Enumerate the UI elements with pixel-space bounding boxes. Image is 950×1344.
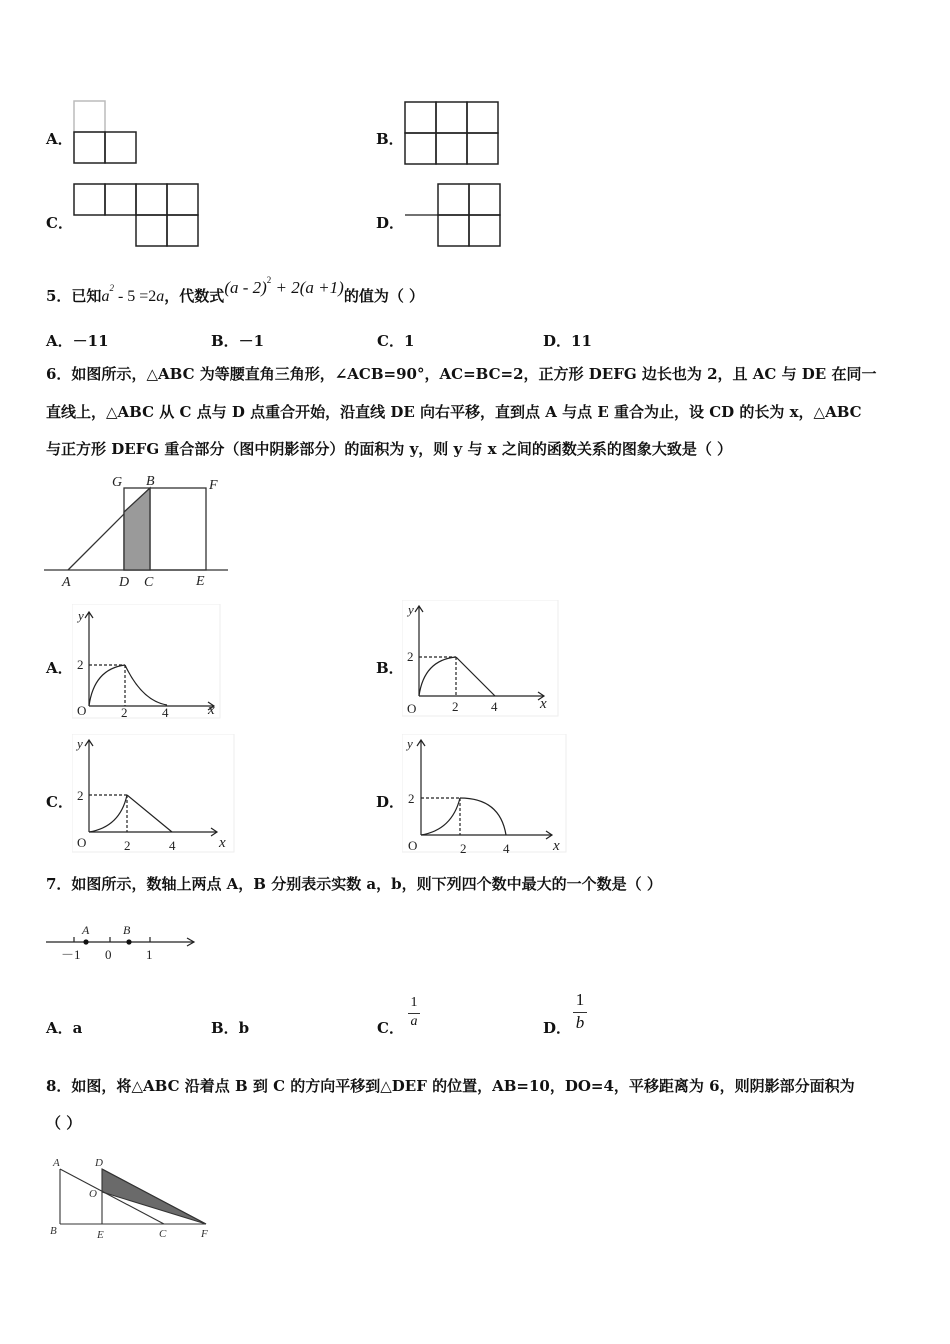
q6-option-c-graph [72, 734, 236, 854]
q6-option-a-label: A． [46, 659, 73, 677]
graph-b-x4: 4 [491, 699, 498, 714]
q7-option-a[interactable]: A．a [46, 1019, 83, 1037]
graph-c-o: O [77, 835, 87, 850]
graph-b-o: O [407, 701, 417, 716]
graph-c-2: 2 [77, 788, 84, 803]
q5-expr1: (a - 2) [224, 278, 267, 297]
q5-expr-exp: 2 [266, 275, 272, 285]
q5-prefix: 5．已知 [46, 287, 102, 305]
q7-c-num: 1 [410, 995, 418, 1010]
graph-b-y: y [408, 602, 414, 617]
graph-a-x: x [208, 702, 215, 718]
q8-line-1: 8．如图，将△ABC 沿着点 B 到 C 的方向平移到△DEF 的位置，AB=10，DO=4，平移距离为 6，则阴影部分面积为 [46, 1077, 855, 1095]
q6-fig-e: E [196, 574, 205, 589]
q7-label-a: A [82, 923, 90, 937]
q6-fig-b: B [146, 474, 155, 489]
q6-fig-d: D [119, 575, 130, 590]
graph-c-x: x [219, 835, 226, 851]
graph-a-x4: 4 [162, 705, 169, 720]
q5-suffix: 的值为（ ） [343, 287, 425, 305]
q7-option-c-fraction [404, 995, 424, 1030]
q5-stem [46, 275, 425, 307]
graph-d-x2: 2 [460, 841, 467, 854]
q6-line-3: 与正方形 DEFG 重合部分（图中阴影部分）的面积为 y，则 y 与 x 之间的函数关系的图象大致是（ ） [46, 440, 733, 458]
q8-figure [44, 1152, 220, 1244]
q6-line-1: 6．如图所示，△ABC 为等腰直角三角形，∠ACB=90°，AC=BC=2，正方形 DEFG 边长也为 2，且 AC 与 DE 在同一 [46, 365, 877, 383]
q5-mid: ，代数式 [164, 287, 225, 305]
graph-d-2: 2 [408, 791, 415, 806]
q4-option-d-label: D． [376, 214, 405, 232]
graph-d-x: x [553, 838, 560, 854]
q6-fig-c: C [144, 575, 154, 590]
q7-label-zero: 0 [105, 947, 112, 962]
graph-a-x2: 2 [121, 705, 128, 720]
graph-b-x2: 2 [452, 699, 459, 714]
graph-a-o: O [77, 703, 87, 718]
q7-d-num: 1 [575, 990, 585, 1009]
q5-option-a[interactable]: A．－11 [46, 332, 109, 350]
q5-cond-rest: - 5 =2 [113, 288, 157, 305]
q6-line-2: 直线上，△ABC 从 C 点与 D 点重合开始，沿直线 DE 向右平移，直到点 A 与点 E 重合为止，设 CD 的长为 x，△ABC [46, 403, 862, 421]
q7-point-b [126, 939, 131, 944]
q5-cond-a2: a [156, 288, 165, 305]
q4-option-a-net [72, 99, 138, 165]
q6-figure [44, 472, 230, 590]
q7-label-one: 1 [146, 947, 153, 962]
q4-option-b-label: B． [376, 130, 404, 148]
graph-b-x: x [540, 696, 547, 712]
q7-d-den: b [575, 1013, 585, 1032]
q8-line-2: （ ） [46, 1114, 82, 1132]
q8-fig-b: B [50, 1225, 57, 1237]
q5-cond-a: a [101, 288, 110, 305]
q7-point-a [83, 939, 88, 944]
q6-fig-f: F [209, 478, 218, 493]
graph-d-x4: 4 [503, 841, 510, 854]
q5-expr2: + 2(a +1) [271, 278, 344, 297]
q8-fig-d: D [95, 1157, 103, 1169]
graph-c-x4: 4 [169, 838, 176, 853]
q6-shaded-region [124, 488, 150, 570]
q8-fig-e: E [97, 1229, 104, 1241]
q6-fig-g: G [112, 475, 123, 490]
q7-label-neg1: －1 [61, 947, 81, 962]
q5-cond-exp: 2 [109, 283, 114, 293]
q4-option-c-label: C． [46, 214, 73, 232]
graph-b-2: 2 [407, 649, 414, 664]
q6-option-b-label: B． [376, 659, 404, 677]
q6-option-a-graph [72, 604, 222, 720]
q7-label-b: B [123, 923, 131, 937]
q6-option-c-label: C． [46, 793, 73, 811]
graph-d-o: O [408, 838, 418, 853]
q5-option-b[interactable]: B．－1 [211, 332, 265, 350]
q4-option-c-net [72, 182, 202, 248]
q7-option-d-fraction [570, 990, 590, 1033]
q7-option-d[interactable]: D． [543, 1019, 572, 1037]
q6-option-d-label: D． [376, 793, 405, 811]
graph-a-2: 2 [77, 657, 84, 672]
q8-fig-f: F [201, 1228, 208, 1240]
q8-fig-a: A [53, 1157, 60, 1169]
q7-stem: 7．如图所示，数轴上两点 A，B 分别表示实数 a，b，则下列四个数中最大的一个数是（ ） [46, 875, 662, 893]
q4-option-d-net [403, 182, 503, 248]
q4-option-a-label: A． [46, 130, 73, 148]
q6-option-d-graph [402, 734, 568, 854]
q4-option-b-net [403, 100, 499, 166]
q8-fig-o: O [89, 1188, 97, 1200]
graph-c-y: y [77, 736, 83, 751]
q7-option-b[interactable]: B．b [211, 1019, 250, 1037]
q5-option-d[interactable]: D．11 [543, 332, 592, 350]
q6-fig-a: A [62, 575, 71, 590]
q7-c-den: a [410, 1014, 418, 1029]
graph-a-y: y [78, 608, 84, 623]
q8-fig-c: C [159, 1228, 167, 1240]
q6-option-b-graph [402, 600, 560, 718]
q7-number-line [44, 920, 200, 964]
q5-option-c[interactable]: C．1 [377, 332, 415, 350]
graph-c-x2: 2 [124, 838, 131, 853]
graph-d-y: y [407, 736, 413, 751]
q7-option-c[interactable]: C． [377, 1019, 404, 1037]
